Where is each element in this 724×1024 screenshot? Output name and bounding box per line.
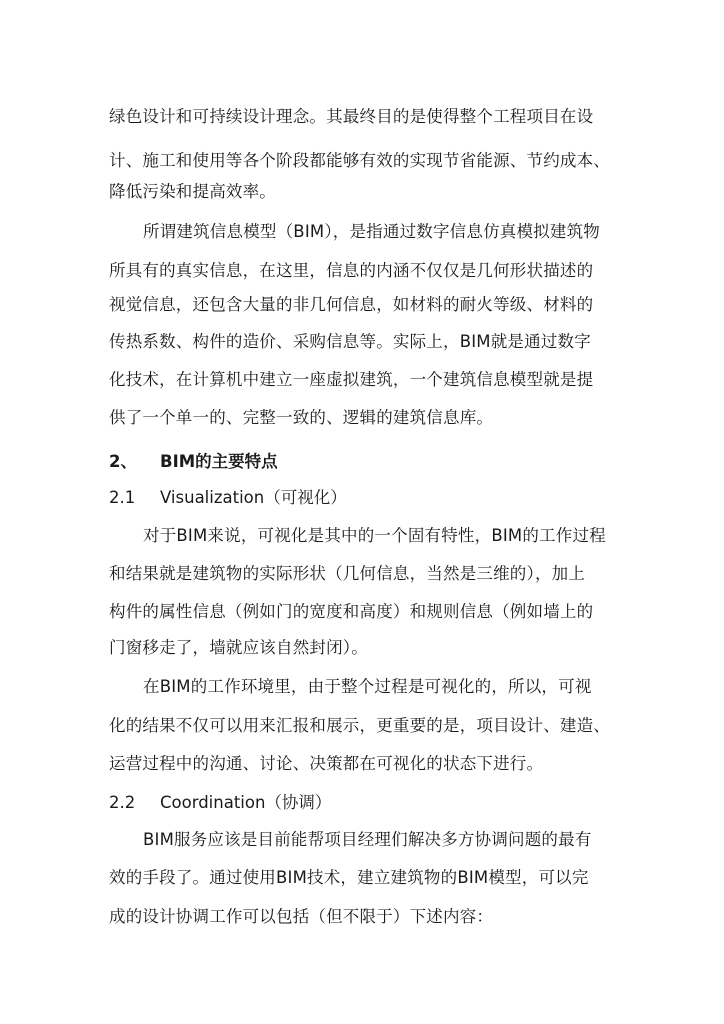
subsection-heading: Visualization（可视化） <box>160 488 347 507</box>
paragraph-line: 和结果就是建筑物的实际形状（几何信息，当然是三维的），加上 <box>109 564 586 583</box>
paragraph-line: 成的设计协调工作可以包括（但不限于）下述内容： <box>109 907 494 926</box>
paragraph-line: 效的手段了。通过使用BIM技术，建立建筑物的BIM模型，可以完 <box>109 868 589 887</box>
subsection-heading: Coordination（协调） <box>160 793 332 812</box>
paragraph-line: 传热系数、构件的造价、采购信息等。实际上，BIM就是通过数字 <box>109 332 591 351</box>
paragraph-line: 化技术，在计算机中建立一座虚拟建筑，一个建筑信息模型就是提 <box>109 370 594 389</box>
paragraph-line: 在BIM的工作环境里，由于整个过程是可视化的，所以，可视 <box>143 677 592 696</box>
subsection-number: 2.2 <box>109 793 136 812</box>
paragraph-line: 所谓建筑信息模型（BIM），是指通过数字信息仿真模拟建筑物 <box>143 222 600 241</box>
paragraph-line: BIM服务应该是目前能帮项目经理们解决多方协调问题的最有 <box>143 830 592 849</box>
paragraph-line: 计、施工和使用等各个阶段都能够有效的实现节省能源、节约成本、 <box>109 151 610 170</box>
section-heading: BIM的主要特点 <box>160 452 278 471</box>
paragraph-line: 门窗移走了，墙就应该自然封闭）。 <box>109 638 368 657</box>
paragraph-line: 运营过程中的沟通、讨论、决策都在可视化的状态下进行。 <box>109 754 544 773</box>
paragraph-line: 所具有的真实信息，在这里，信息的内涵不仅仅是几何形状描述的 <box>109 261 594 280</box>
section-number: 2、 <box>109 452 137 471</box>
paragraph-line: 对于BIM来说，可视化是其中的一个固有特性，BIM的工作过程 <box>143 526 606 545</box>
paragraph-line: 构件的属性信息（例如门的宽度和高度）和规则信息（例如墙上的 <box>109 602 594 621</box>
paragraph-line: 化的结果不仅可以用来汇报和展示，更重要的是，项目设计、建造、 <box>109 716 610 735</box>
paragraph-line: 绿色设计和可持续设计理念。其最终目的是使得整个工程项目在设 <box>109 107 594 126</box>
subsection-number: 2.1 <box>109 488 136 507</box>
paragraph-line: 视觉信息，还包含大量的非几何信息，如材料的耐火等级、材料的 <box>109 295 594 314</box>
paragraph-line: 降低污染和提高效率。 <box>109 182 276 201</box>
paragraph-line: 供了一个单一的、完整一致的、逻辑的建筑信息库。 <box>109 408 494 427</box>
